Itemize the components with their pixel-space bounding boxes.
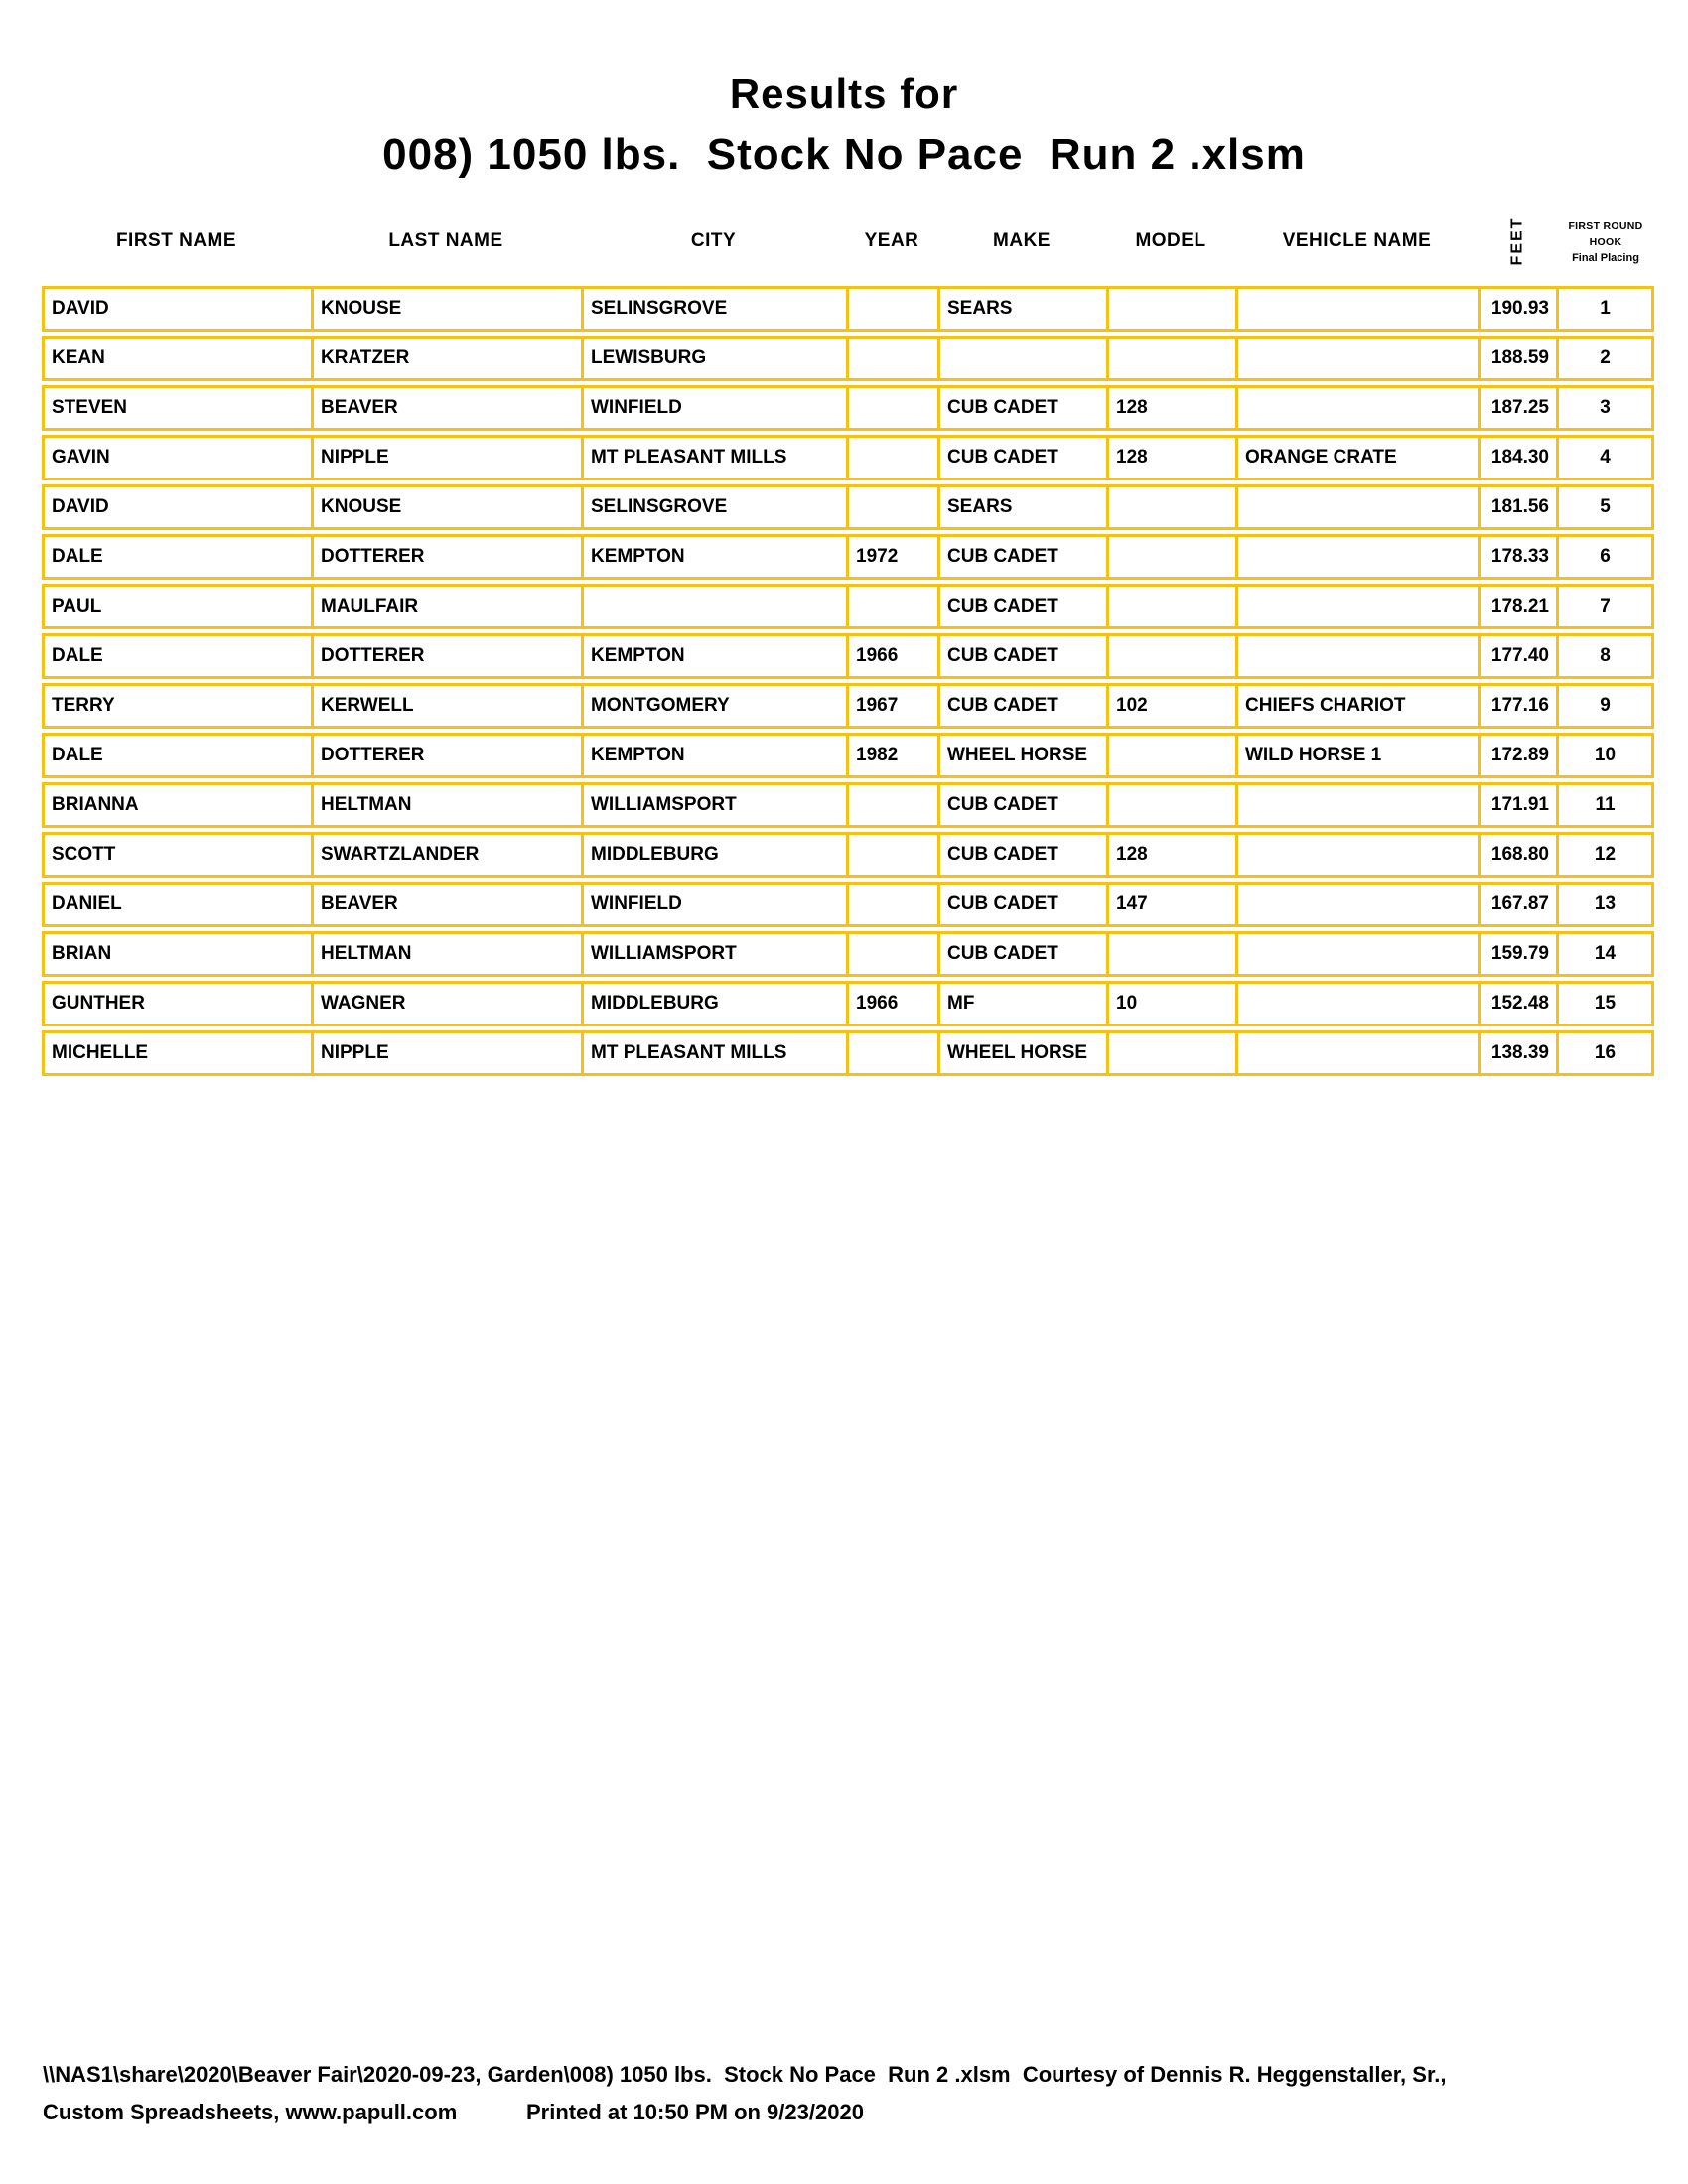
cell-first-name: PAUL — [52, 596, 102, 616]
column-header-year: YEAR — [864, 230, 919, 251]
cell-model: 102 — [1106, 686, 1235, 726]
cell-vehicle-name — [1235, 835, 1478, 875]
cell-last-name: BEAVER — [311, 885, 581, 924]
cell-vehicle-name: WILD HORSE 1 — [1235, 736, 1478, 775]
cell-vehicle-name — [1235, 984, 1478, 1024]
table-row — [42, 336, 1654, 381]
cell-last-name: KERWELL — [311, 686, 581, 726]
cell-make: CUB CADET — [937, 587, 1106, 626]
cell-first-name: GAVIN — [52, 447, 110, 468]
cell-model: 10 — [1106, 984, 1235, 1024]
cell-city: MONTGOMERY — [581, 686, 846, 726]
cell-final-placing: 2 — [1556, 339, 1651, 378]
cell-model — [1106, 339, 1235, 378]
cell-feet: 159.79 — [1478, 934, 1556, 974]
cell-make: CUB CADET — [937, 388, 1106, 428]
cell-vehicle-name — [1235, 934, 1478, 974]
cell-make — [937, 339, 1106, 378]
cell-last-name: DOTTERER — [311, 537, 581, 577]
cell-first-name: KEAN — [52, 347, 105, 368]
cell-vehicle-name — [1235, 587, 1478, 626]
cell-year: 1967 — [846, 686, 937, 726]
cell-city: MIDDLEBURG — [581, 984, 846, 1024]
cell-final-placing: 5 — [1556, 487, 1651, 527]
cell-last-name: DOTTERER — [311, 636, 581, 676]
column-header-last-name: LAST NAME — [388, 230, 503, 251]
cell-vehicle-name — [1235, 339, 1478, 378]
cell-year — [846, 438, 937, 478]
cell-feet: 172.89 — [1478, 736, 1556, 775]
table-row — [42, 882, 1654, 927]
cell-first-name: TERRY — [52, 695, 115, 716]
cell-year — [846, 835, 937, 875]
cell-final-placing: 10 — [1556, 736, 1651, 775]
page-subtitle: 008) 1050 lbs. Stock No Pace Run 2 .xlsm — [382, 130, 1306, 179]
cell-first-name: BRIAN — [52, 943, 112, 964]
table-row — [42, 832, 1654, 878]
cell-vehicle-name — [1235, 388, 1478, 428]
cell-model — [1106, 636, 1235, 676]
cell-last-name: KNOUSE — [311, 487, 581, 527]
cell-model — [1106, 289, 1235, 329]
cell-make: CUB CADET — [937, 636, 1106, 676]
cell-feet: 168.80 — [1478, 835, 1556, 875]
cell-city: KEMPTON — [581, 736, 846, 775]
cell-feet: 138.39 — [1478, 1033, 1556, 1073]
column-header-model: MODEL — [1135, 230, 1206, 251]
table-row — [42, 1030, 1654, 1076]
cell-first-name: BRIANNA — [52, 794, 139, 815]
cell-model: 128 — [1106, 438, 1235, 478]
cell-make: WHEEL HORSE — [937, 736, 1106, 775]
cell-year — [846, 289, 937, 329]
cell-feet: 152.48 — [1478, 984, 1556, 1024]
cell-make: SEARS — [937, 487, 1106, 527]
cell-city — [581, 587, 846, 626]
cell-last-name: MAULFAIR — [311, 587, 581, 626]
cell-final-placing: 1 — [1556, 289, 1651, 329]
cell-model — [1106, 587, 1235, 626]
cell-city: WINFIELD — [581, 885, 846, 924]
cell-vehicle-name — [1235, 636, 1478, 676]
cell-final-placing: 15 — [1556, 984, 1651, 1024]
cell-final-placing: 9 — [1556, 686, 1651, 726]
cell-year: 1966 — [846, 636, 937, 676]
cell-model — [1106, 537, 1235, 577]
cell-year — [846, 785, 937, 825]
cell-first-name: DALE — [52, 745, 103, 765]
cell-make: WHEEL HORSE — [937, 1033, 1106, 1073]
cell-city: MT PLEASANT MILLS — [581, 438, 846, 478]
cell-final-placing: 4 — [1556, 438, 1651, 478]
cell-last-name: SWARTZLANDER — [311, 835, 581, 875]
cell-final-placing: 16 — [1556, 1033, 1651, 1073]
cell-first-name: DANIEL — [52, 893, 122, 914]
cell-feet: 190.93 — [1478, 289, 1556, 329]
column-header-vehicle-name: VEHICLE NAME — [1282, 230, 1432, 251]
cell-feet: 187.25 — [1478, 388, 1556, 428]
cell-year — [846, 934, 937, 974]
cell-last-name: WAGNER — [311, 984, 581, 1024]
cell-last-name: HELTMAN — [311, 785, 581, 825]
table-row — [42, 286, 1654, 332]
cell-city: SELINSGROVE — [581, 487, 846, 527]
cell-last-name: BEAVER — [311, 388, 581, 428]
cell-city: MT PLEASANT MILLS — [581, 1033, 846, 1073]
cell-city: WINFIELD — [581, 388, 846, 428]
cell-final-placing: 3 — [1556, 388, 1651, 428]
feet-rotated-label: FEET — [1507, 216, 1525, 266]
cell-final-placing: 11 — [1556, 785, 1651, 825]
cell-final-placing: 7 — [1556, 587, 1651, 626]
table-row — [42, 534, 1654, 580]
cell-year — [846, 339, 937, 378]
hook-header-line3: Final Placing — [1572, 252, 1639, 264]
table-row — [42, 435, 1654, 480]
cell-feet: 171.91 — [1478, 785, 1556, 825]
cell-first-name: STEVEN — [52, 397, 128, 418]
results-table-body — [42, 286, 1654, 1080]
cell-vehicle-name — [1235, 487, 1478, 527]
cell-city: WILLIAMSPORT — [581, 785, 846, 825]
footer-file-path: \\NAS1\share\2020\Beaver Fair\2020-09-23, Garden\008) 1050 lbs. Stock No Pace Run 2 .xlsm Courtesy of Dennis R. Heggenstaller, Sr., — [43, 2062, 1447, 2087]
cell-model — [1106, 785, 1235, 825]
cell-model: 128 — [1106, 835, 1235, 875]
cell-make: MF — [937, 984, 1106, 1024]
cell-make: CUB CADET — [937, 785, 1106, 825]
table-row — [42, 385, 1654, 431]
cell-last-name: KRATZER — [311, 339, 581, 378]
cell-first-name: MICHELLE — [52, 1042, 149, 1063]
cell-city: KEMPTON — [581, 636, 846, 676]
cell-model — [1106, 487, 1235, 527]
cell-last-name: DOTTERER — [311, 736, 581, 775]
cell-feet: 177.16 — [1478, 686, 1556, 726]
cell-final-placing: 13 — [1556, 885, 1651, 924]
cell-last-name: KNOUSE — [311, 289, 581, 329]
cell-last-name: NIPPLE — [311, 438, 581, 478]
cell-year — [846, 587, 937, 626]
table-row — [42, 633, 1654, 679]
cell-model — [1106, 934, 1235, 974]
cell-year — [846, 1033, 937, 1073]
column-header-first-name: FIRST NAME — [115, 230, 237, 251]
table-row — [42, 782, 1654, 828]
table-row — [42, 484, 1654, 530]
cell-model: 128 — [1106, 388, 1235, 428]
cell-make: CUB CADET — [937, 686, 1106, 726]
cell-vehicle-name — [1235, 1033, 1478, 1073]
cell-vehicle-name: CHIEFS CHARIOT — [1235, 686, 1478, 726]
footer-credit: Custom Spreadsheets, www.papull.com — [43, 2100, 458, 2124]
cell-city: LEWISBURG — [581, 339, 846, 378]
cell-feet: 167.87 — [1478, 885, 1556, 924]
cell-last-name: NIPPLE — [311, 1033, 581, 1073]
cell-vehicle-name — [1235, 537, 1478, 577]
cell-feet: 181.56 — [1478, 487, 1556, 527]
column-header-make: MAKE — [993, 230, 1051, 251]
table-row — [42, 733, 1654, 778]
cell-feet: 188.59 — [1478, 339, 1556, 378]
footer-printed-timestamp: Printed at 10:50 PM on 9/23/2020 — [526, 2100, 864, 2124]
hook-header-line2: HOOK — [1589, 236, 1622, 248]
cell-first-name: DAVID — [52, 496, 109, 517]
cell-final-placing: 14 — [1556, 934, 1651, 974]
cell-city: MIDDLEBURG — [581, 835, 846, 875]
cell-vehicle-name: ORANGE CRATE — [1235, 438, 1478, 478]
cell-feet: 178.33 — [1478, 537, 1556, 577]
cell-year — [846, 487, 937, 527]
table-row — [42, 584, 1654, 629]
cell-make: CUB CADET — [937, 934, 1106, 974]
cell-city: SELINSGROVE — [581, 289, 846, 329]
cell-feet: 177.40 — [1478, 636, 1556, 676]
cell-vehicle-name — [1235, 289, 1478, 329]
cell-feet: 184.30 — [1478, 438, 1556, 478]
cell-make: CUB CADET — [937, 438, 1106, 478]
cell-first-name: DAVID — [52, 298, 109, 319]
cell-make: CUB CADET — [937, 537, 1106, 577]
cell-make: SEARS — [937, 289, 1106, 329]
cell-year: 1982 — [846, 736, 937, 775]
cell-final-placing: 12 — [1556, 835, 1651, 875]
cell-first-name: SCOTT — [52, 844, 116, 865]
table-row — [42, 981, 1654, 1026]
cell-year: 1966 — [846, 984, 937, 1024]
cell-model: 147 — [1106, 885, 1235, 924]
cell-first-name: DALE — [52, 645, 103, 666]
cell-city: WILLIAMSPORT — [581, 934, 846, 974]
table-row — [42, 931, 1654, 977]
cell-final-placing: 6 — [1556, 537, 1651, 577]
cell-make: CUB CADET — [937, 885, 1106, 924]
cell-model — [1106, 1033, 1235, 1073]
cell-feet: 178.21 — [1478, 587, 1556, 626]
cell-year — [846, 885, 937, 924]
cell-city: KEMPTON — [581, 537, 846, 577]
cell-last-name: HELTMAN — [311, 934, 581, 974]
cell-final-placing: 8 — [1556, 636, 1651, 676]
cell-vehicle-name — [1235, 885, 1478, 924]
column-header-city: CITY — [690, 230, 737, 251]
table-row — [42, 683, 1654, 729]
cell-first-name: GUNTHER — [52, 993, 145, 1014]
hook-header-line1: FIRST ROUND — [1568, 220, 1643, 232]
cell-year: 1972 — [846, 537, 937, 577]
cell-make: CUB CADET — [937, 835, 1106, 875]
cell-model — [1106, 736, 1235, 775]
page-title: Results for — [729, 70, 959, 117]
cell-first-name: DALE — [52, 546, 103, 567]
cell-year — [846, 388, 937, 428]
cell-vehicle-name — [1235, 785, 1478, 825]
column-header-first-round-hook — [1536, 218, 1675, 266]
